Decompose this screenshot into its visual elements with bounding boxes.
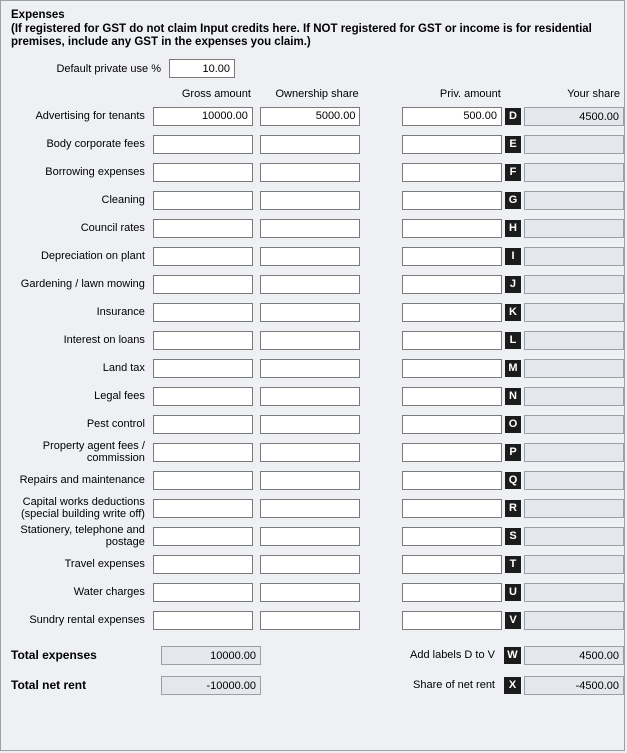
total-net-rent-row (11, 670, 624, 700)
priv-amount-input[interactable] (402, 247, 502, 266)
priv-amount-input[interactable] (402, 499, 502, 518)
priv-amount-cell (402, 471, 502, 490)
ownership-share-input[interactable] (260, 107, 360, 126)
share-net-rent-text: Share of net rent (413, 679, 495, 691)
priv-amount-cell (402, 359, 502, 378)
total-net-rent-value: -10000.00 (161, 676, 261, 695)
ownership-share-input[interactable] (260, 471, 360, 490)
table-row (11, 242, 624, 270)
gross-amount-cell (153, 583, 253, 602)
your-share-value (524, 443, 624, 462)
header-gap-1 (255, 88, 263, 100)
gross-amount-input[interactable] (153, 415, 253, 434)
share-net-rent-value: -4500.00 (524, 676, 624, 695)
table-row (11, 382, 624, 410)
label-letter: S (505, 528, 521, 545)
ownership-share-input[interactable] (260, 527, 360, 546)
ownership-share-input[interactable] (260, 499, 360, 518)
priv-amount-input[interactable] (402, 555, 502, 574)
expense-label: Sundry rental expenses (29, 614, 145, 626)
total-net-rent-label: Total net rent (11, 678, 87, 692)
table-row (11, 438, 624, 466)
ownership-share-input[interactable] (260, 583, 360, 602)
your-share-value (524, 247, 624, 266)
ownership-share-cell (260, 163, 360, 182)
gross-amount-input[interactable] (153, 331, 253, 350)
priv-amount-input[interactable] (402, 331, 502, 350)
ownership-share-cell (260, 443, 360, 462)
priv-amount-cell (402, 331, 502, 350)
ownership-share-input[interactable] (260, 275, 360, 294)
label-letter-w: W (504, 647, 521, 664)
table-row (11, 270, 624, 298)
expense-label: Travel expenses (64, 558, 145, 570)
gross-amount-cell (153, 163, 253, 182)
your-share-value (524, 471, 624, 490)
your-share-cell (524, 527, 624, 546)
your-share-value (524, 191, 624, 210)
your-share-cell (524, 275, 624, 294)
table-row (11, 186, 624, 214)
expense-label: Council rates (80, 222, 145, 234)
table-row (11, 606, 624, 634)
priv-amount-input[interactable] (402, 135, 502, 154)
expense-label: Insurance (96, 306, 145, 318)
expense-label: Capital works deductions (special building write off) (21, 496, 145, 520)
label-letter: J (505, 276, 521, 293)
expense-label: Legal fees (94, 390, 145, 402)
gross-amount-cell (153, 219, 253, 238)
your-share-cell (524, 191, 624, 210)
gross-amount-cell (153, 331, 253, 350)
expense-label: Advertising for tenants (35, 110, 145, 122)
your-share-value (524, 583, 624, 602)
priv-amount-cell (402, 443, 502, 462)
ownership-share-cell (260, 611, 360, 630)
ownership-share-cell (260, 275, 360, 294)
header-gap-2 (363, 88, 405, 100)
expense-label: Water charges (73, 586, 145, 598)
label-letter: H (505, 220, 521, 237)
ownership-share-input[interactable] (260, 219, 360, 238)
label-letter: T (505, 556, 521, 573)
priv-amount-cell (402, 583, 502, 602)
ownership-share-cell (260, 415, 360, 434)
your-share-cell (524, 387, 624, 406)
your-share-cell (524, 471, 624, 490)
default-private-use-row (1, 59, 624, 78)
expense-label: Property agent fees / commission (42, 440, 145, 464)
priv-amount-cell (402, 247, 502, 266)
label-letter: U (505, 584, 521, 601)
gross-amount-input[interactable] (153, 247, 253, 266)
priv-amount-cell (402, 499, 502, 518)
ownership-share-input[interactable] (260, 415, 360, 434)
expense-rows (1, 102, 624, 634)
priv-amount-cell (402, 191, 502, 210)
table-row (11, 522, 624, 550)
expense-label: Repairs and maintenance (19, 474, 145, 486)
label-letter: D (505, 108, 521, 125)
label-letter: K (505, 304, 521, 321)
ownership-share-cell (260, 107, 360, 126)
table-row (11, 578, 624, 606)
priv-amount-cell (402, 135, 502, 154)
your-share-cell (524, 359, 624, 378)
default-private-use-input[interactable] (169, 59, 235, 78)
gross-amount-cell (153, 555, 253, 574)
your-share-cell (524, 415, 624, 434)
priv-amount-cell (402, 163, 502, 182)
ownership-share-cell (260, 499, 360, 518)
panel-header (1, 1, 624, 51)
gross-amount-input[interactable] (153, 611, 253, 630)
gross-amount-input[interactable] (153, 135, 253, 154)
priv-amount-cell (402, 555, 502, 574)
ownership-share-input[interactable] (260, 611, 360, 630)
table-row (11, 550, 624, 578)
your-share-cell (524, 331, 624, 350)
label-letter: G (505, 192, 521, 209)
expense-label: Borrowing expenses (45, 166, 145, 178)
your-share-cell (524, 303, 624, 322)
gross-amount-cell (153, 275, 253, 294)
priv-amount-cell (402, 107, 502, 126)
priv-amount-input[interactable] (402, 219, 502, 238)
label-letter: P (505, 444, 521, 461)
label-letter: E (505, 136, 521, 153)
priv-amount-input[interactable] (402, 415, 502, 434)
column-header-gross: Gross amount (181, 88, 251, 100)
priv-amount-input[interactable] (402, 471, 502, 490)
table-row (11, 466, 624, 494)
priv-amount-input[interactable] (402, 275, 502, 294)
priv-amount-input[interactable] (402, 611, 502, 630)
table-row (11, 410, 624, 438)
page-title: Expenses (11, 9, 65, 21)
your-share-cell (524, 163, 624, 182)
ownership-share-cell (260, 471, 360, 490)
priv-amount-input[interactable] (402, 303, 502, 322)
priv-amount-input[interactable] (402, 359, 502, 378)
ownership-share-cell (260, 331, 360, 350)
column-header-your-share: Your share (567, 88, 621, 100)
priv-amount-input[interactable] (402, 443, 502, 462)
total-expenses-row (11, 640, 624, 670)
expense-label: Pest control (86, 418, 145, 430)
table-row (11, 130, 624, 158)
expense-label: Interest on loans (63, 334, 145, 346)
label-letter: R (505, 500, 521, 517)
gross-amount-cell (153, 107, 253, 126)
your-share-value (524, 219, 624, 238)
ownership-share-cell (260, 247, 360, 266)
header-gap-3 (505, 88, 524, 100)
column-header-priv: Priv. amount (439, 88, 501, 100)
your-share-value (524, 499, 624, 518)
your-share-cell (524, 107, 624, 126)
ownership-share-cell (260, 555, 360, 574)
label-letter: O (505, 416, 521, 433)
default-private-use-label: Default private use % (56, 62, 161, 75)
label-letter-x: X (504, 677, 521, 694)
gross-amount-cell (153, 387, 253, 406)
gross-amount-cell (153, 247, 253, 266)
ownership-share-input[interactable] (260, 359, 360, 378)
your-share-cell (524, 219, 624, 238)
gross-amount-cell (153, 527, 253, 546)
label-letter: M (505, 360, 521, 377)
gross-amount-input[interactable] (153, 387, 253, 406)
gross-amount-input[interactable] (153, 499, 253, 518)
label-letter: I (505, 248, 521, 265)
ownership-share-input[interactable] (260, 163, 360, 182)
table-row (11, 494, 624, 522)
your-share-value (524, 359, 624, 378)
label-letter: L (505, 332, 521, 349)
add-labels-text: Add labels D to V (410, 649, 495, 661)
priv-amount-cell (402, 415, 502, 434)
priv-amount-cell (402, 275, 502, 294)
priv-amount-cell (402, 527, 502, 546)
gross-amount-input[interactable] (153, 303, 253, 322)
expense-label: Land tax (102, 362, 145, 374)
your-share-value (524, 387, 624, 406)
gross-amount-input[interactable] (153, 107, 253, 126)
gross-amount-cell (153, 415, 253, 434)
gross-amount-cell (153, 499, 253, 518)
ownership-share-input[interactable] (260, 135, 360, 154)
priv-amount-input[interactable] (402, 387, 502, 406)
your-share-cell (524, 555, 624, 574)
your-share-value (524, 555, 624, 574)
gross-amount-input[interactable] (153, 275, 253, 294)
ownership-share-input[interactable] (260, 387, 360, 406)
table-row (11, 354, 624, 382)
gross-amount-input[interactable] (153, 527, 253, 546)
gross-amount-input[interactable] (153, 583, 253, 602)
total-expenses-value: 10000.00 (161, 646, 261, 665)
ownership-share-cell (260, 135, 360, 154)
ownership-share-cell (260, 191, 360, 210)
your-share-cell (524, 611, 624, 630)
column-header-spacer (11, 88, 155, 100)
ownership-share-cell (260, 387, 360, 406)
expense-label: Stationery, telephone and postage (20, 524, 145, 548)
table-row (11, 214, 624, 242)
ownership-share-cell (260, 359, 360, 378)
total-expenses-label: Total expenses (11, 648, 97, 662)
column-header-ownership: Ownership share (275, 88, 359, 100)
ownership-share-input[interactable] (260, 443, 360, 462)
gross-amount-input[interactable] (153, 219, 253, 238)
gst-note: (If registered for GST do not claim Input credits here. If NOT registered for GST or income is for residential premises, include any GST in the expenses you claim.) (11, 23, 592, 48)
priv-amount-input[interactable] (402, 163, 502, 182)
priv-amount-cell (402, 387, 502, 406)
gross-amount-cell (153, 471, 253, 490)
your-share-value (524, 163, 624, 182)
priv-amount-cell (402, 303, 502, 322)
your-share-cell (524, 443, 624, 462)
gross-amount-cell (153, 303, 253, 322)
gross-amount-input[interactable] (153, 471, 253, 490)
table-row (11, 326, 624, 354)
your-share-cell (524, 135, 624, 154)
ownership-share-cell (260, 303, 360, 322)
priv-amount-input[interactable] (402, 107, 502, 126)
ownership-share-input[interactable] (260, 247, 360, 266)
ownership-share-input[interactable] (260, 191, 360, 210)
your-share-value (524, 135, 624, 154)
priv-amount-input[interactable] (402, 191, 502, 210)
column-headers (1, 88, 624, 100)
your-share-value (524, 611, 624, 630)
your-share-value (524, 527, 624, 546)
label-letter: N (505, 388, 521, 405)
table-row (11, 298, 624, 326)
ownership-share-cell (260, 583, 360, 602)
your-share-value: 4500.00 (524, 107, 624, 126)
gross-amount-input[interactable] (153, 163, 253, 182)
gross-amount-cell (153, 191, 253, 210)
gross-amount-cell (153, 359, 253, 378)
priv-amount-cell (402, 219, 502, 238)
table-row (11, 102, 624, 130)
totals-section (1, 640, 624, 700)
expense-label: Cleaning (101, 194, 145, 206)
expense-label: Depreciation on plant (40, 250, 145, 262)
ownership-share-input[interactable] (260, 331, 360, 350)
add-labels-value: 4500.00 (524, 646, 624, 665)
ownership-share-input[interactable] (260, 303, 360, 322)
gross-amount-cell (153, 611, 253, 630)
table-row (11, 158, 624, 186)
ownership-share-cell (260, 219, 360, 238)
your-share-value (524, 415, 624, 434)
gross-amount-input[interactable] (153, 191, 253, 210)
gross-amount-input[interactable] (153, 555, 253, 574)
your-share-value (524, 275, 624, 294)
label-letter: V (505, 612, 521, 629)
ownership-share-cell (260, 527, 360, 546)
expense-label: Gardening / lawn mowing (20, 278, 145, 290)
label-letter: F (505, 164, 521, 181)
your-share-value (524, 303, 624, 322)
your-share-cell (524, 499, 624, 518)
priv-amount-cell (402, 611, 502, 630)
expense-label: Body corporate fees (46, 138, 145, 150)
gross-amount-cell (153, 135, 253, 154)
your-share-cell (524, 247, 624, 266)
gross-amount-cell (153, 443, 253, 462)
your-share-cell (524, 583, 624, 602)
label-letter: Q (505, 472, 521, 489)
gross-amount-input[interactable] (153, 359, 253, 378)
your-share-value (524, 331, 624, 350)
ownership-share-input[interactable] (260, 555, 360, 574)
gross-amount-input[interactable] (153, 443, 253, 462)
priv-amount-input[interactable] (402, 527, 502, 546)
priv-amount-input[interactable] (402, 583, 502, 602)
